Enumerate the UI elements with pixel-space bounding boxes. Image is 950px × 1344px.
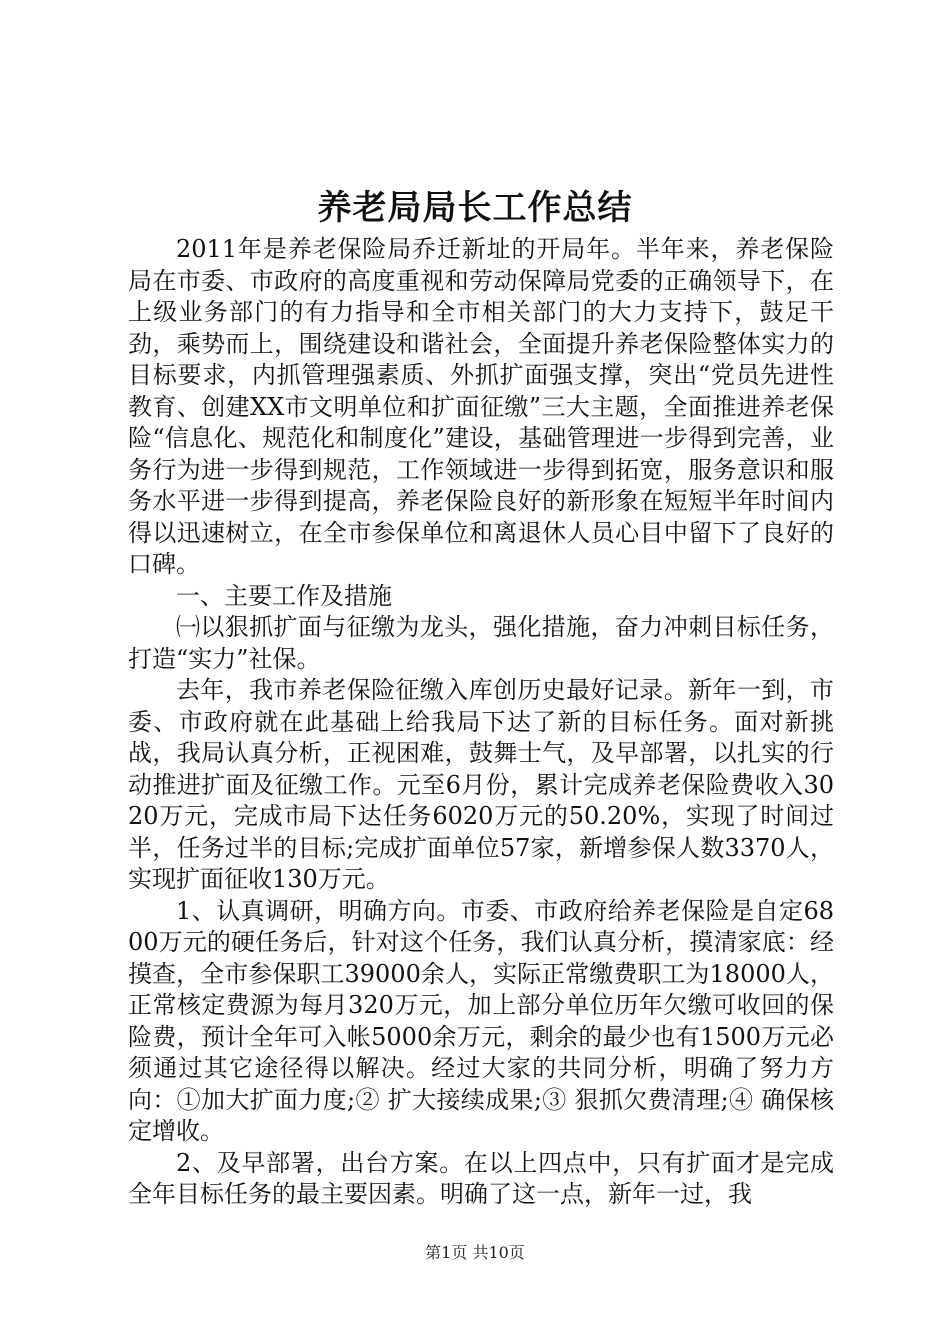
paragraph-intro: 2011年是养老保险局乔迁新址的开局年。半年来，养老保险局在市委、市政府的高度重视和劳动保障局党委的正确领导下，在上级业务部门的有力指导和全市相关部门的大力支持下，鼓足干劲，乘势而上，围绕建设和谐社会，全面提升养老保险整体实力的目标要求，内抓管理强素质、外抓扩面强支撑，突出“党员先进性教育、创建XX市文明单位和扩面征缴”三大主题，全面推进养老保险“信息化、规范化和制度化”建设，基础管理进一步得到完善，业务行为进一步得到规范，工作领域进一步得到拓宽，服务意识和服务水平进一步得到提高，养老保险良好的新形象在短短半年时间内得以迅速树立，在全市参保单位和离退休人员心目中留下了良好的口碑。 bbox=[128, 235, 834, 578]
section-heading-main-work: 一、主要工作及措施 bbox=[176, 581, 392, 610]
paragraph-research-direction: 1、认真调研，明确方向。市委、市政府给养老保险是自定6800万元的硬任务后，针对这个任务，我们认真分析，摸清家底：经摸查，全市参保职工39000余人，实际正常缴费职工为18000人，正常核定费源为每月320万元，加上部分单位历年欠缴可收回的保险费，预计全年可入帐5000余万元，剩余的最少也有1500万元必须通过其它途径得以解决。经过大家的共同分析，明确了努力方向：①加大扩面力度;② 扩大接续成果;③ 狠抓欠费清理;④ 确保核定增收。 bbox=[128, 896, 834, 1145]
subsection-heading-expansion: ㈠以狠抓扩面与征缴为龙头，强化措施，奋力冲刺目标任务，打造“实力”社保。 bbox=[128, 613, 834, 673]
paragraph-last-year: 去年，我市养老保险征缴入库创历史最好记录。新年一到，市委、市政府就在此基础上给我局下达了新的目标任务。面对新挑战，我局认真分析，正视困难，鼓舞士气，及早部署，以扎实的行动推进扩面及征缴工作。元至6月份，累计完成养老保险费收入3020万元，完成市局下达任务6020万元的50.20%，实现了时间过半，任务过半的目标;完成扩面单位57家，新增参保人数3370人，实现扩面征收130万元。 bbox=[128, 676, 834, 893]
document-body bbox=[128, 234, 834, 1211]
page-number: 第1页 共10页 bbox=[425, 1243, 525, 1262]
paragraph-early-deployment: 2、及早部署，出台方案。在以上四点中，只有扩面才是完成全年目标任务的最主要因素。明确了这一点，新年一过，我 bbox=[128, 1148, 834, 1208]
document-title: 养老局局长工作总结 bbox=[317, 188, 633, 228]
